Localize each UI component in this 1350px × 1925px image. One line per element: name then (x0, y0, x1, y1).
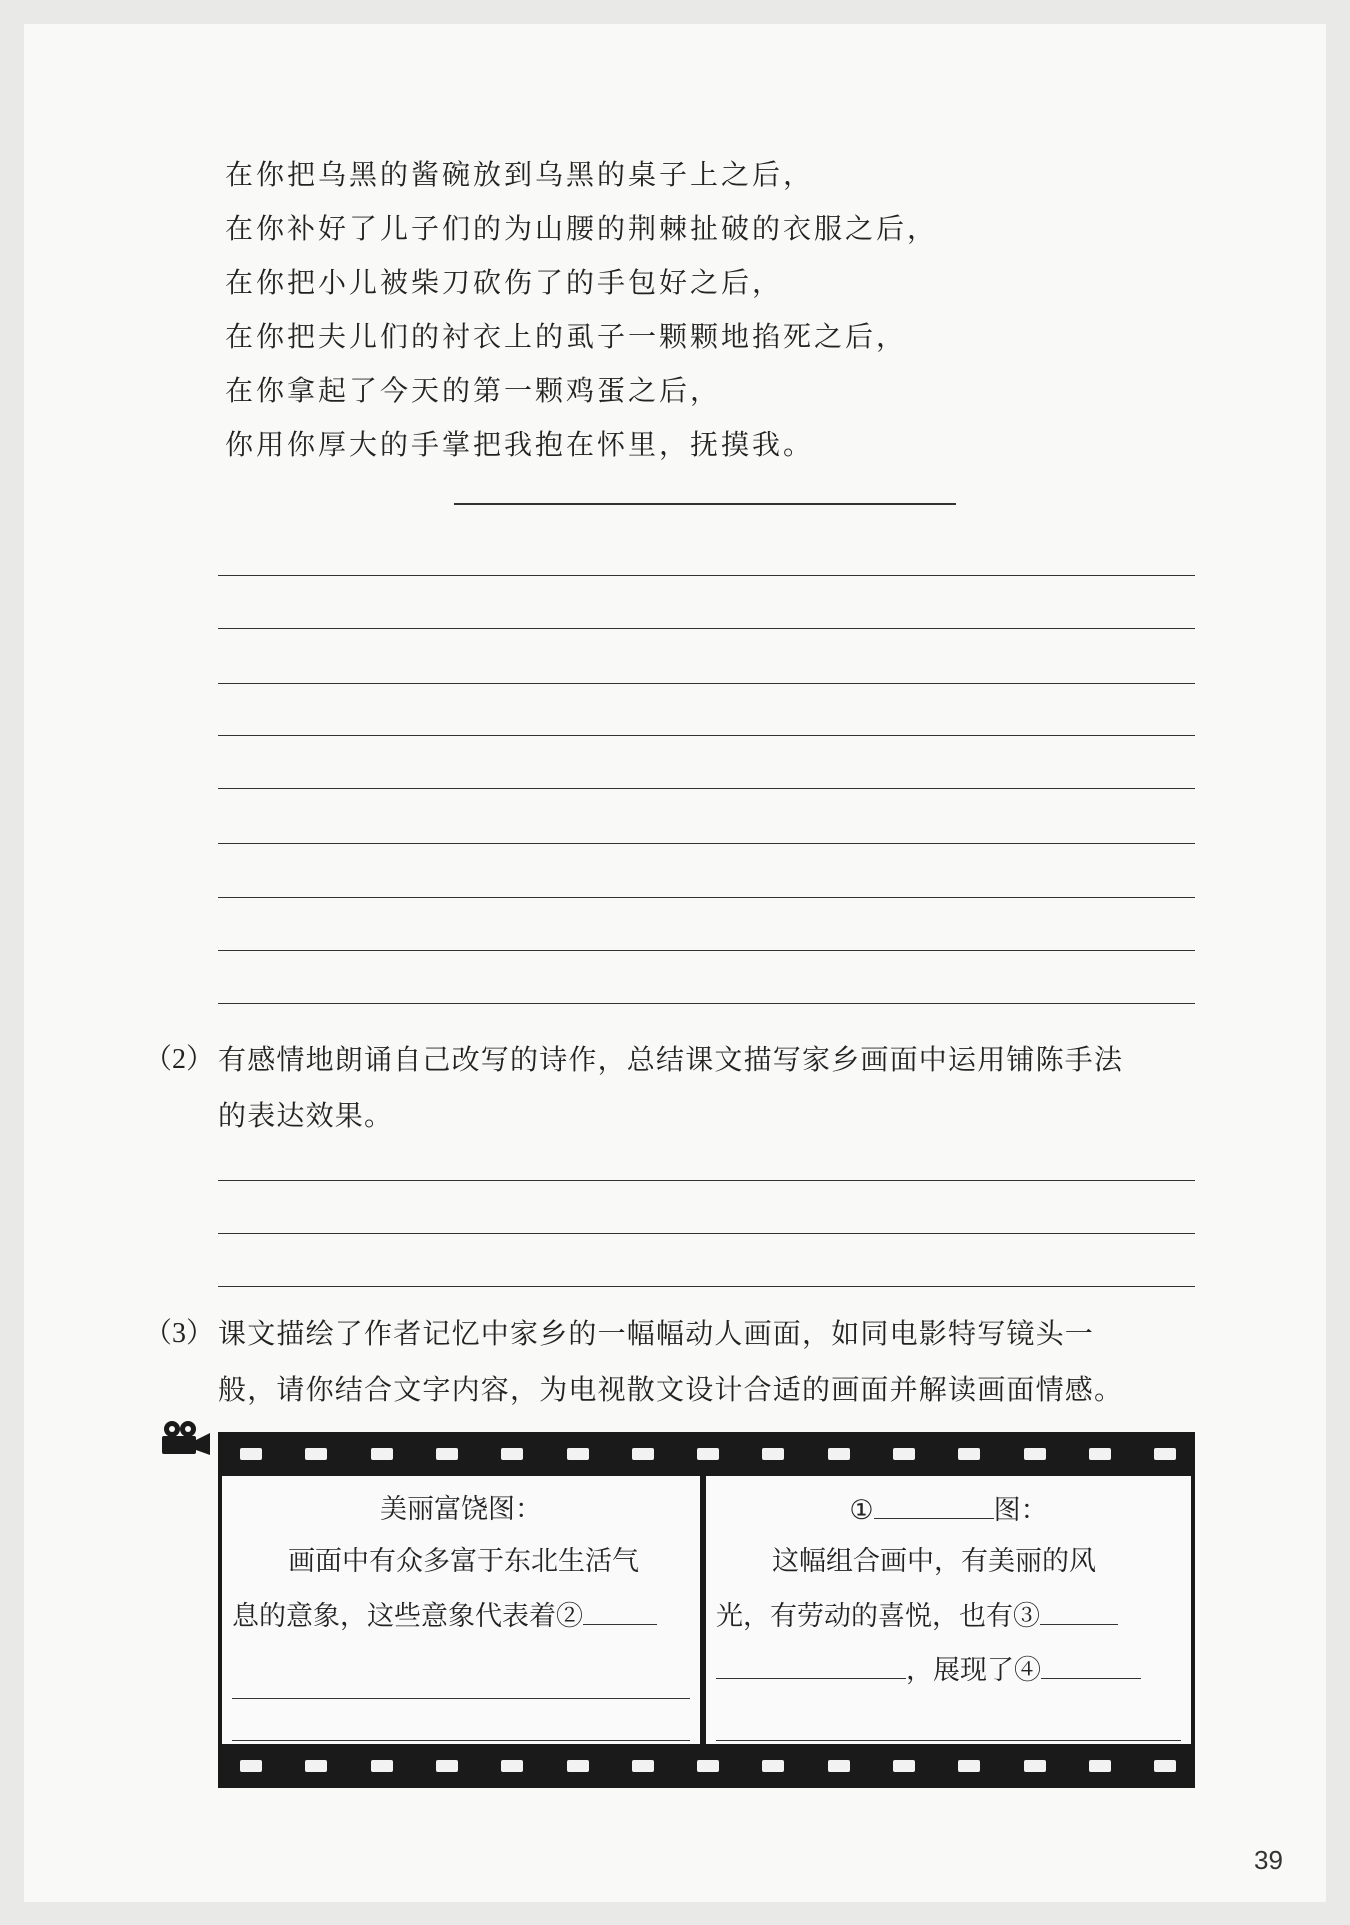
answer-line[interactable] (232, 1740, 690, 1741)
film-sprocket-hole (1024, 1448, 1046, 1460)
writing-line[interactable] (218, 788, 1195, 789)
frame-title-suffix: 图： (993, 1495, 1048, 1526)
answer-blank-1[interactable] (874, 1484, 994, 1519)
answer-line[interactable] (716, 1740, 1181, 1741)
writing-line[interactable] (218, 683, 1195, 684)
frame-text: 息的意象，这些意象代表着② (232, 1601, 583, 1632)
frame-text-line (716, 1590, 1181, 1644)
film-sprocket-hole (762, 1760, 784, 1772)
film-sprocket-hole (501, 1448, 523, 1460)
writing-line[interactable] (218, 843, 1195, 844)
frame-text: 画面中有众多富于东北生活气 (288, 1546, 639, 1577)
answer-line[interactable] (218, 1286, 1195, 1287)
poem-line: 在你把夫儿们的衬衣上的虱子一颗颗地掐死之后， (225, 320, 908, 353)
film-sprocket-hole (1024, 1760, 1046, 1772)
film-frame-left (222, 1476, 700, 1744)
answer-blank-3-cont[interactable] (716, 1644, 906, 1679)
poem-excerpt (225, 148, 938, 472)
film-sprocket-hole (632, 1760, 654, 1772)
answer-line[interactable] (232, 1698, 690, 1699)
question-text: 有感情地朗诵自己改写的诗作，总结课文描写家乡画面中运用铺陈手法 (218, 1043, 1124, 1076)
frame-title (706, 1484, 1191, 1537)
film-sprocket-hole (1154, 1760, 1176, 1772)
answer-line[interactable] (218, 1233, 1195, 1234)
answer-blank-2[interactable] (583, 1590, 657, 1625)
film-sprocket-hole (958, 1760, 980, 1772)
writing-line[interactable] (218, 1003, 1195, 1004)
film-sprocket-hole (1089, 1448, 1111, 1460)
frame-text-line (716, 1644, 1181, 1698)
film-sprocket-hole (501, 1760, 523, 1772)
frame-text: ，展现了④ (906, 1655, 1041, 1686)
writing-line[interactable] (218, 950, 1195, 951)
film-sprocket-hole (632, 1448, 654, 1460)
frame-text: 光，有劳动的喜悦，也有③ (716, 1601, 1040, 1632)
frame-text-line (232, 1590, 690, 1644)
question-text: 般，请你结合文字内容，为电视散文设计合适的画面并解读画面情感。 (218, 1373, 1124, 1406)
frame-title-prefix: ① (849, 1495, 874, 1526)
writing-line[interactable] (218, 575, 1195, 576)
film-sprocket-hole (828, 1448, 850, 1460)
writing-line[interactable] (218, 897, 1195, 898)
poem-line: 在你把乌黑的酱碗放到乌黑的桌子上之后， (225, 158, 815, 191)
poem-line: 你用你厚大的手掌把我抱在怀里，抚摸我。 (225, 428, 815, 461)
poem-line: 在你补好了儿子们的为山腰的荆棘扯破的衣服之后， (225, 212, 939, 245)
page-number: 39 (1254, 1845, 1283, 1875)
question-text: 课文描绘了作者记忆中家乡的一幅幅动人画面，如同电影特写镜头一 (218, 1317, 1095, 1350)
question-number: （2） (144, 1044, 215, 1075)
film-sprocket-hole (305, 1448, 327, 1460)
film-sprocket-hole (762, 1448, 784, 1460)
film-frame-right (706, 1476, 1191, 1744)
question-number: （3） (144, 1318, 215, 1349)
film-sprocket-hole (567, 1448, 589, 1460)
poem-line: 在你拿起了今天的第一颗鸡蛋之后， (225, 374, 722, 407)
film-sprocket-hole (893, 1448, 915, 1460)
movie-camera-icon (158, 1420, 212, 1456)
film-sprocket-hole (893, 1760, 915, 1772)
film-sprocket-row (218, 1744, 1195, 1788)
film-sprocket-row (218, 1432, 1195, 1476)
frame-title: 美丽富饶图： (380, 1494, 542, 1525)
film-strip (218, 1432, 1195, 1788)
film-sprocket-hole (240, 1760, 262, 1772)
film-sprocket-hole (305, 1760, 327, 1772)
poem-title-blank[interactable] (454, 503, 956, 505)
film-sprocket-hole (371, 1760, 393, 1772)
film-sprocket-hole (371, 1448, 393, 1460)
question-text: 的表达效果。 (218, 1099, 394, 1132)
film-sprocket-hole (697, 1760, 719, 1772)
film-sprocket-hole (240, 1448, 262, 1460)
poem-line: 在你把小儿被柴刀砍伤了的手包好之后， (225, 266, 784, 299)
film-sprocket-hole (567, 1760, 589, 1772)
film-sprocket-hole (828, 1760, 850, 1772)
film-sprocket-hole (958, 1448, 980, 1460)
film-sprocket-hole (436, 1448, 458, 1460)
frame-text: 这幅组合画中，有美丽的风 (772, 1546, 1096, 1577)
writing-line[interactable] (218, 735, 1195, 736)
writing-line[interactable] (218, 628, 1195, 629)
answer-blank-4[interactable] (1041, 1644, 1141, 1679)
answer-blank-3[interactable] (1040, 1590, 1118, 1625)
answer-line[interactable] (218, 1180, 1195, 1181)
film-sprocket-hole (1154, 1448, 1176, 1460)
film-sprocket-hole (436, 1760, 458, 1772)
film-sprocket-hole (697, 1448, 719, 1460)
film-sprocket-hole (1089, 1760, 1111, 1772)
